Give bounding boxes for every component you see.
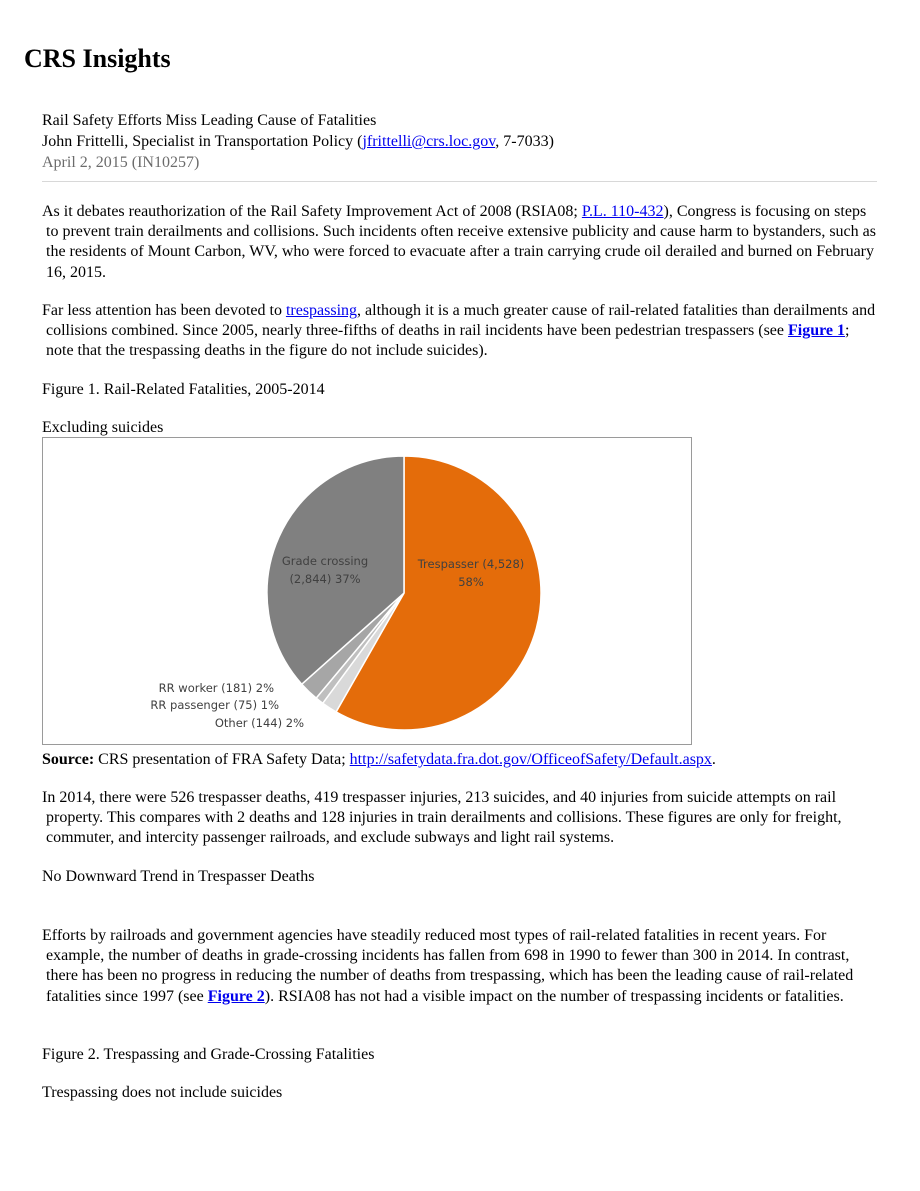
- paragraph-1: [42, 202, 876, 283]
- label-grade-crossing-name: Grade crossing: [281, 554, 369, 568]
- author-line: [42, 131, 554, 152]
- figure-1-chart: [42, 437, 692, 745]
- source-end: .: [711, 751, 716, 768]
- paragraph-4-text-a: Efforts by railroads and government agencies have steadily reduced most types of rail-related fatalities in recent years. For example, the number of deaths in grade-crossing incidents has fallen from 698 in 1990 to fewer than 300 in 2014. In contrast, there has been no progress in reducing the number of deaths from trespassing, which has been the leading cause of rail-related fatalities since 1997 (see: [42, 927, 854, 1005]
- article-title: Rail Safety Efforts Miss Leading Cause of Fatalities: [42, 112, 377, 129]
- paragraph-2-text-c: ; note that the trespassing deaths in the figure do not include suicides).: [46, 322, 850, 360]
- label-trespasser-name: Trespasser (4,528): [417, 557, 525, 571]
- author-prefix: John Frittelli, Specialist in Transportation Policy (: [42, 133, 363, 150]
- public-law-link[interactable]: P.L. 110-432: [581, 203, 664, 220]
- paragraph-2: [42, 301, 876, 362]
- source-label: Source:: [42, 751, 95, 768]
- publish-date: April 2, 2015 (IN10257): [42, 154, 200, 171]
- section-heading: No Downward Trend in Trespasser Deaths: [42, 868, 315, 885]
- paragraph-2-text-b: , although it is a much greater cause of rail-related fatalities than derailments and collisions combined. Since 2005, nearly three-fifths of deaths in rail incidents have been pedestrian trespassers (see: [46, 302, 876, 340]
- label-rr-worker: RR worker (181) 2%: [158, 681, 274, 695]
- figure-1-subcaption: Excluding suicides: [42, 419, 164, 436]
- label-rr-passenger: RR passenger (75) 1%: [150, 698, 279, 712]
- author-suffix: , 7-7033): [495, 133, 554, 150]
- figure-1-caption: Figure 1. Rail-Related Fatalities, 2005-2014: [42, 381, 325, 398]
- paragraph-3: In 2014, there were 526 trespasser deaths, 419 trespasser injuries, 213 suicides, and 40 injuries from suicide attempts on rail property. This compares with 2 deaths and 128 injuries in train derailments and collisions. These figures are only for freight, commuter, and intercity passenger railroads, and exclude subways and light rail systems.: [42, 789, 842, 847]
- paragraph-1-text-b: ), Congress is focusing on steps to prevent train derailments and collisions. Such incidents often receive extensive publicity and cause harm to bystanders, such as the residents of Mount Carbon, WV, who were forced to evacuate after a train carrying crude oil derailed and burned on February 16, 2015.: [46, 203, 876, 281]
- source-text: CRS presentation of FRA Safety Data;: [94, 751, 350, 768]
- figure-2-caption: Figure 2. Trespassing and Grade-Crossing Fatalities: [42, 1046, 375, 1063]
- figure-2-link[interactable]: Figure 2: [207, 987, 265, 1005]
- label-other: Other (144) 2%: [214, 716, 304, 730]
- trespassing-link[interactable]: trespassing: [285, 302, 358, 319]
- paragraph-2-text-a: Far less attention has been devoted to: [42, 302, 286, 319]
- brand-title: CRS Insights: [24, 44, 171, 73]
- label-trespasser-percent: 58%: [458, 575, 484, 589]
- paragraph-4-text-b: ). RSIA08 has not had a visible impact on the number of trespassing incidents or fatalities.: [264, 987, 844, 1005]
- paragraph-1-text-a: As it debates reauthorization of the Rail Safety Improvement Act of 2008 (RSIA08;: [42, 203, 582, 220]
- figure-1-link[interactable]: Figure 1: [788, 322, 846, 340]
- header-divider: [42, 181, 877, 182]
- figure-1-source: [42, 750, 716, 770]
- fra-data-link[interactable]: http://safetydata.fra.dot.gov/OfficeofSafety/Default.aspx: [349, 751, 712, 768]
- author-email-link[interactable]: jfrittelli@crs.loc.gov: [362, 133, 496, 150]
- label-grade-crossing-value: (2,844) 37%: [289, 572, 361, 586]
- paragraph-4: [42, 926, 876, 1007]
- pie-chart: [43, 438, 691, 744]
- article-header: [42, 110, 554, 173]
- figure-2-subcaption: Trespassing does not include suicides: [42, 1084, 283, 1101]
